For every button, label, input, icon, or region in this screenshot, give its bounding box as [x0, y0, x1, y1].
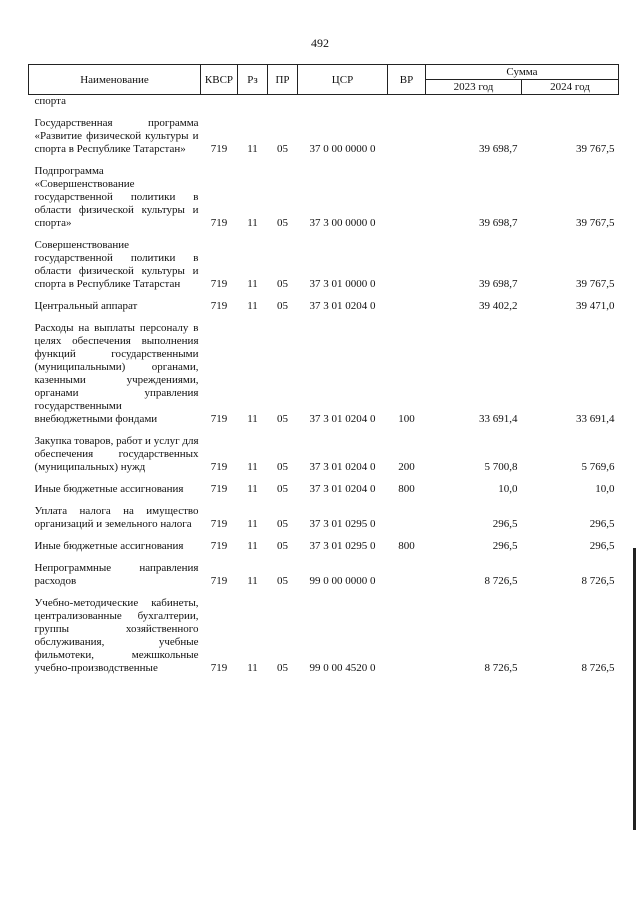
- row-vr: [388, 108, 426, 156]
- table-body: [29, 95, 619, 676]
- row-kvsr: 719: [210, 461, 228, 473]
- header-name: Наименование: [29, 65, 201, 95]
- row-rz: 11: [247, 278, 258, 290]
- row-name: Подпрограмма «Совершенствование государственной политики в области физической культуры и спорта»: [34, 165, 199, 229]
- row-name: Учебно-методические кабинеты, централизованные бухгалтерии, группы хозяйственного обслуживания, учебные фильмотеки, межшкольные учебно-производственные: [34, 597, 199, 674]
- row-kvsr: 719: [210, 413, 228, 425]
- row-vr: [388, 588, 426, 675]
- row-sum-2024: 39 767,5: [576, 278, 615, 290]
- row-pr: 05: [277, 143, 288, 155]
- row-vr: 800: [398, 540, 415, 552]
- header-csr: ЦСР: [298, 65, 388, 95]
- row-sum-2023: 10,0: [498, 483, 518, 495]
- header-year-2023: 2023 год: [426, 80, 522, 95]
- scan-edge-line: [633, 548, 636, 830]
- row-kvsr: [201, 95, 238, 109]
- row-sum-2024: 296,5: [589, 518, 615, 530]
- row-vr: [388, 291, 426, 313]
- row-csr: 37 3 01 0000 0: [309, 278, 376, 290]
- row-csr: 37 3 01 0204 0: [309, 413, 376, 425]
- row-kvsr: 719: [210, 518, 228, 530]
- row-sum-2024: 8 726,5: [581, 575, 615, 587]
- row-sum-2023: 39 402,2: [479, 300, 518, 312]
- row-csr: 37 3 01 0204 0: [309, 483, 376, 495]
- table-row: [29, 313, 619, 426]
- row-sum-2023: 5 700,8: [484, 461, 518, 473]
- row-rz: 11: [247, 518, 258, 530]
- row-name: спорта: [34, 95, 66, 107]
- row-sum-2023: 8 726,5: [484, 662, 518, 674]
- row-name: Иные бюджетные ассигнования: [34, 483, 184, 495]
- row-name: Непрограммные направления расходов: [34, 562, 199, 587]
- row-sum-2023: 33 691,4: [479, 413, 518, 425]
- row-csr: 99 0 00 4520 0: [309, 662, 376, 674]
- row-csr: 37 3 01 0295 0: [309, 540, 376, 552]
- row-vr: [388, 156, 426, 230]
- row-sum-2024: 10,0: [595, 483, 615, 495]
- header-vr: ВР: [388, 65, 426, 95]
- row-vr: 100: [398, 413, 415, 425]
- row-sum-2024: 5 769,6: [581, 461, 615, 473]
- row-rz: 11: [247, 143, 258, 155]
- row-pr: 05: [277, 278, 288, 290]
- row-sum-2024: 39 767,5: [576, 143, 615, 155]
- row-sum-2024: 33 691,4: [576, 413, 615, 425]
- row-sum-2024: 39 471,0: [576, 300, 615, 312]
- row-kvsr: 719: [210, 143, 228, 155]
- table-row: [29, 553, 619, 588]
- header-rz: Рз: [238, 65, 268, 95]
- row-sum-2024: 296,5: [589, 540, 615, 552]
- row-vr: [388, 95, 426, 109]
- row-sum-2023: [426, 95, 522, 109]
- table-row: [29, 95, 619, 109]
- row-sum-2023: 8 726,5: [484, 575, 518, 587]
- row-kvsr: 719: [210, 217, 228, 229]
- row-kvsr: 719: [210, 278, 228, 290]
- row-pr: [268, 95, 298, 109]
- row-csr: 37 3 01 0295 0: [309, 518, 376, 530]
- row-sum-2023: 39 698,7: [479, 143, 518, 155]
- header-kvsr: КВСР: [201, 65, 238, 95]
- row-kvsr: 719: [210, 575, 228, 587]
- row-sum-2023: 296,5: [492, 518, 518, 530]
- row-rz: 11: [247, 300, 258, 312]
- row-rz: 11: [247, 662, 258, 674]
- row-name: Совершенствование государственной политики в области физической культуры и спорта в Республике Татарстан: [34, 239, 199, 290]
- row-sum-2024: 39 767,5: [576, 217, 615, 229]
- row-vr: [388, 553, 426, 588]
- row-pr: 05: [277, 300, 288, 312]
- table-row: [29, 291, 619, 313]
- row-csr: 37 3 01 0204 0: [309, 461, 376, 473]
- row-rz: 11: [247, 461, 258, 473]
- row-pr: 05: [277, 662, 288, 674]
- row-csr: 37 0 00 0000 0: [309, 143, 376, 155]
- row-kvsr: 719: [210, 540, 228, 552]
- row-pr: 05: [277, 540, 288, 552]
- row-sum-2023: 39 698,7: [479, 278, 518, 290]
- row-kvsr: 719: [210, 483, 228, 495]
- page-number: 492: [311, 36, 329, 50]
- row-rz: 11: [247, 540, 258, 552]
- row-rz: [238, 95, 268, 109]
- row-kvsr: 719: [210, 300, 228, 312]
- row-rz: 11: [247, 575, 258, 587]
- header-pr: ПР: [268, 65, 298, 95]
- row-name: Центральный аппарат: [34, 300, 138, 312]
- row-rz: 11: [247, 217, 258, 229]
- row-pr: 05: [277, 413, 288, 425]
- row-csr: 99 0 00 0000 0: [309, 575, 376, 587]
- row-rz: 11: [247, 483, 258, 495]
- row-name: Иные бюджетные ассигнования: [34, 540, 184, 552]
- row-sum-2023: 296,5: [492, 540, 518, 552]
- table-row: [29, 426, 619, 474]
- row-csr: [298, 95, 388, 109]
- row-pr: 05: [277, 461, 288, 473]
- row-name: Расходы на выплаты персоналу в целях обеспечения выполнения функций государственными (муниципальными) органами, казенными учреждениями, органами управления государственными внебюджетными фондами: [34, 322, 199, 425]
- header-year-2024: 2024 год: [522, 80, 619, 95]
- table-row: [29, 156, 619, 230]
- table-row: [29, 588, 619, 675]
- table-row: [29, 230, 619, 291]
- row-csr: 37 3 01 0204 0: [309, 300, 376, 312]
- budget-table: [28, 64, 619, 675]
- row-pr: 05: [277, 217, 288, 229]
- row-pr: 05: [277, 575, 288, 587]
- row-name: Закупка товаров, работ и услуг для обеспечения государственных (муниципальных) нужд: [34, 435, 199, 473]
- table-row: [29, 531, 619, 553]
- row-sum-2024: [522, 95, 619, 109]
- row-sum-2023: 39 698,7: [479, 217, 518, 229]
- table-row: [29, 474, 619, 496]
- row-pr: 05: [277, 518, 288, 530]
- row-csr: 37 3 00 0000 0: [309, 217, 376, 229]
- header-sum: Сумма: [426, 65, 619, 80]
- row-name: Государственная программа «Развитие физической культуры и спорта в Республике Татарстан»: [34, 117, 199, 155]
- table-header: [29, 65, 619, 95]
- table-row: [29, 496, 619, 531]
- row-vr: 800: [398, 483, 415, 495]
- row-vr: [388, 496, 426, 531]
- row-pr: 05: [277, 483, 288, 495]
- row-kvsr: 719: [210, 662, 228, 674]
- row-rz: 11: [247, 413, 258, 425]
- table-row: [29, 108, 619, 156]
- row-sum-2024: 8 726,5: [581, 662, 615, 674]
- row-name: Уплата налога на имущество организаций и земельного налога: [34, 505, 199, 530]
- row-vr: [388, 230, 426, 291]
- row-vr: 200: [398, 461, 415, 473]
